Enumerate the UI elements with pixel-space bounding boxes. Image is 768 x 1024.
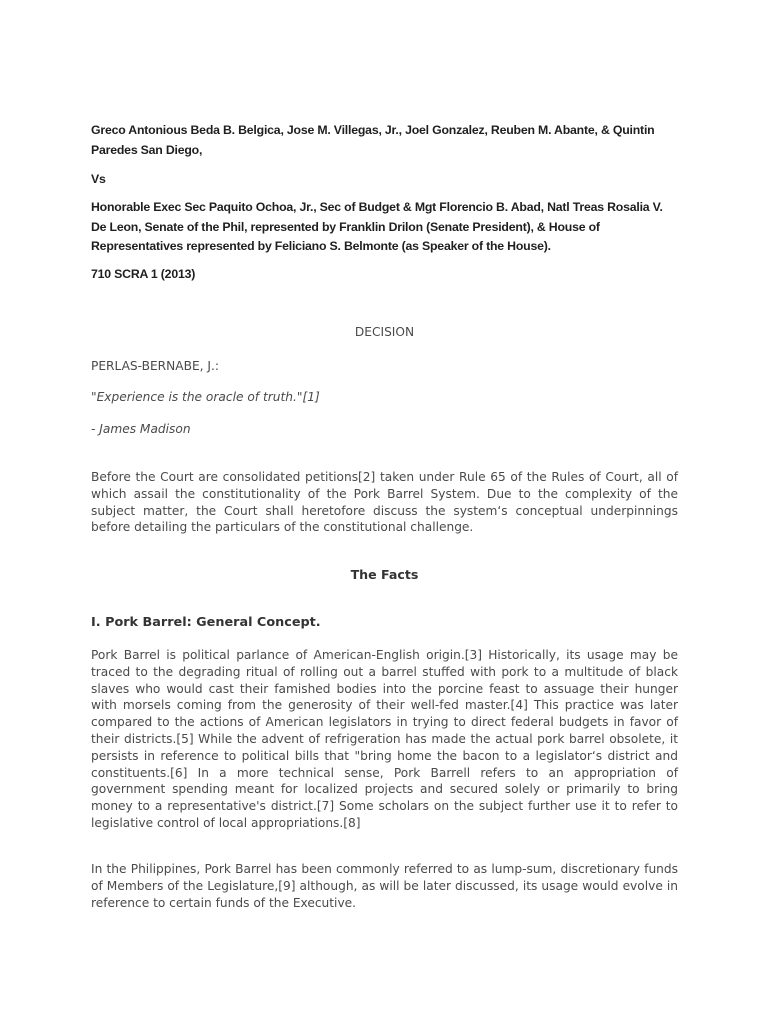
- respondents-text: Honorable Exec Sec Paquito Ochoa, Jr., Sec of Budget & Mgt Florencio B. Abad, Natl Treas Rosalia V. De Leon, Senate of the Phil, represented by Franklin Drilon (Senate President), & House of Representatives represented by Feliciano S. Belmonte (as Speaker of the House).: [91, 200, 663, 253]
- case-citation: 710 SCRA 1 (2013): [91, 267, 196, 281]
- decision-title: DECISION: [354, 325, 415, 339]
- intro-paragraph: Before the Court are consolidated petitions[2] taken under Rule 65 of the Rules of Court, all of which assail the constitutionality of the Pork Barrel System. Due to the complexity of the subject matter, the Court shall heretofore discuss the system‘s conceptual underpinnings before detailing the particulars of the constitutional challenge.: [91, 470, 678, 535]
- facts-paragraph-1: Pork Barrel is political parlance of American-English origin.[3] Historically, its usage may be traced to the degrading ritual of rolling out a barrel stuffed with pork to a multitude of black slaves who would cast their famished bodies into the porcine feast to assuage their hunger with morsels coming from the generosity of their well-fed master.[4] This practice was later compared to the actions of American legislators in trying to direct federal budgets in favor of their districts.[5] While the advent of refrigeration has made the actual pork barrel obsolete, it persists in reference to political bills that "bring home the bacon to a legislator‘s district and constituents.[6] In a more technical sense, Pork Barrell refers to an appropriation of government spending meant for localized projects and secured solely or primarily to bring money to a representative's district.[7] Some scholars on the subject further use it to refer to legislative control of local appropriations.[8]: [91, 648, 678, 830]
- facts-paragraph-2: In the Philippines, Pork Barrel has been commonly referred to as lump-sum, discretionary funds of Members of the Legislature,[9] although, as will be later discussed, its usage would evolve in reference to certain funds of the Executive.: [91, 862, 678, 910]
- petitioners-text: Greco Antonious Beda B. Belgica, Jose M. Villegas, Jr., Joel Gonzalez, Reuben M. Abante, & Quintin Paredes San Diego,: [91, 123, 655, 157]
- ponente-text: PERLAS-BERNABE, J.:: [91, 359, 219, 373]
- versus-text: Vs: [91, 172, 106, 186]
- section-title: I. Pork Barrel: General Concept.: [91, 615, 321, 630]
- epigraph-author: - James Madison: [91, 422, 191, 436]
- epigraph-quote: "Experience is the oracle of truth."[1]: [91, 390, 320, 404]
- facts-heading: The Facts: [350, 567, 419, 582]
